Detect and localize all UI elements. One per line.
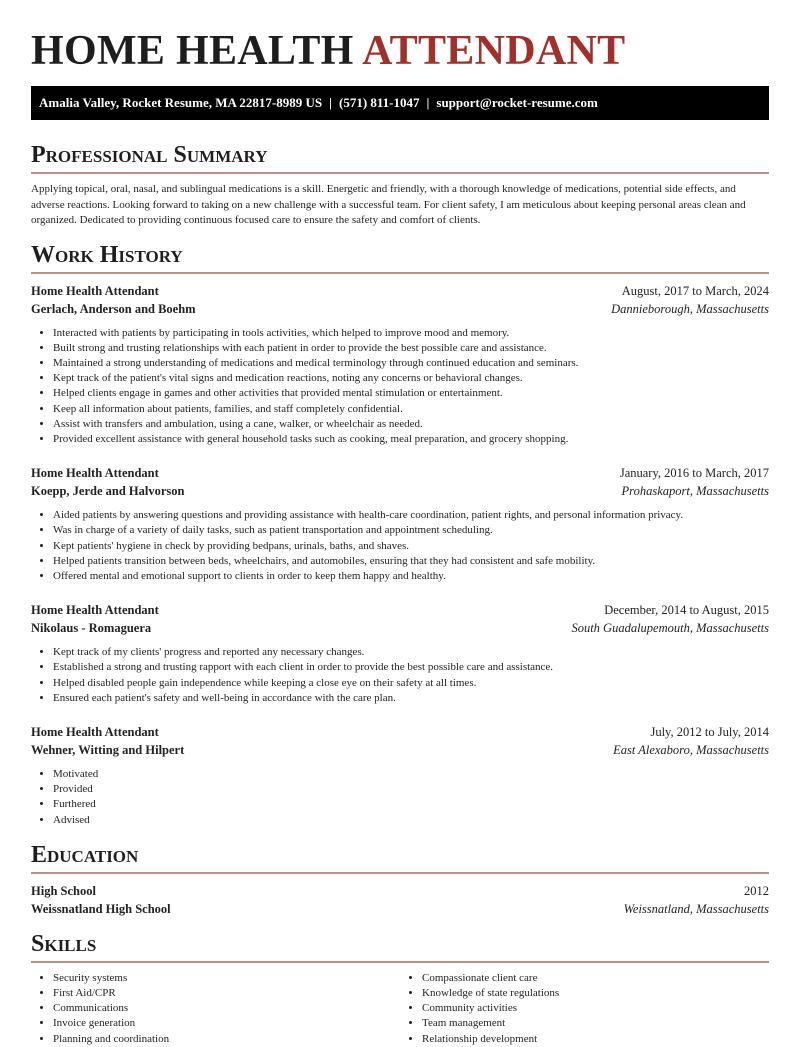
contact-bar <box>31 86 769 120</box>
job-bullet: • Motivated <box>53 767 769 782</box>
job-company: Koepp, Jerde and Halvorson <box>31 484 185 499</box>
job-bullets <box>31 326 769 448</box>
title-main: HOME HEALTH <box>31 28 354 74</box>
education-section <box>31 842 769 918</box>
job-bullet: • Provided <box>53 782 769 797</box>
job-company-row <box>31 741 769 759</box>
job-dates: December, 2014 to August, 2015 <box>604 603 769 618</box>
job-company-row <box>31 482 769 500</box>
job-title: Home Health Attendant <box>31 283 159 298</box>
job-bullet: • Established a strong and trusting rapport with each client in order to provide the best possible care and assistance. <box>53 660 769 675</box>
job-entry <box>31 723 769 828</box>
job-bullet: • Kept track of the patient's vital signs and medication reactions, noting any concerns or behavioral changes. <box>53 371 769 386</box>
skill-item: • Team management <box>422 1016 769 1031</box>
job-bullet: • Assist with transfers and ambulation, using a cane, walker, or wheelchair as needed. <box>53 417 769 432</box>
job-bullet: • Helped clients engage in games and other activities that provided mental stimulation or entertainment. <box>53 386 769 401</box>
contact-email[interactable]: support@rocket-resume.com <box>436 95 598 110</box>
work-heading: Work History <box>31 242 769 274</box>
job-bullet: • Provided excellent assistance with general household tasks such as cooking, meal preparation, and grocery shopping. <box>53 432 769 447</box>
job-company: Gerlach, Anderson and Boehm <box>31 301 196 316</box>
skills-left-list <box>31 971 400 1047</box>
job-header-row <box>31 601 769 619</box>
job-location: East Alexaboro, Massachusetts <box>613 742 769 757</box>
job-title: Home Health Attendant <box>31 724 159 739</box>
skills-columns <box>31 963 769 1047</box>
skills-section <box>31 931 769 1047</box>
job-bullet: • Advised <box>53 813 769 828</box>
job-bullet: • Helped patients transition between beds, wheelchairs, and automobiles, ensuring that they had consistent and safe mobility. <box>53 554 769 569</box>
job-entry <box>31 282 769 448</box>
job-bullet: • Maintained a strong understanding of medications and medical terminology through continued education and seminars. <box>53 356 769 371</box>
job-entry <box>31 601 769 706</box>
education-school: Weissnatland High School <box>31 901 171 916</box>
contact-separator: | <box>329 95 332 110</box>
job-entry <box>31 464 769 584</box>
job-header-row <box>31 282 769 300</box>
job-bullet: • Was in charge of a variety of daily tasks, such as patient transportation and appointment scheduling. <box>53 523 769 538</box>
job-header-row <box>31 723 769 741</box>
job-bullet: • Kept track of my clients' progress and reported any necessary changes. <box>53 645 769 660</box>
skill-item: • Planning and coordination <box>53 1032 400 1047</box>
job-bullets <box>31 767 769 828</box>
job-bullet: • Helped disabled people gain independence while keeping a close eye on their safety at all times. <box>53 676 769 691</box>
summary-section <box>31 142 769 229</box>
job-bullet: • Furthered <box>53 797 769 812</box>
education-degree-row <box>31 882 769 900</box>
job-location: Prohaskaport, Massachusetts <box>621 484 769 499</box>
education-location: Weissnatland, Massachusetts <box>623 901 769 916</box>
work-section <box>31 242 769 828</box>
skill-item: • Community activities <box>422 1001 769 1016</box>
job-location: Dannieborough, Massachusetts <box>611 301 769 316</box>
education-school-row <box>31 900 769 918</box>
job-title: Home Health Attendant <box>31 466 159 481</box>
skills-right-list <box>400 971 769 1047</box>
summary-text: Applying topical, oral, nasal, and sublingual medications is a skill. Energetic and friendly, with a thorough knowledge of medications, potential side effects, and adverse reactions. Looking forward to taking on a new challenge with a successful team. For client safety, I am meticulous about keeping personal areas clean and organized. Dedicated to providing continuous focused care to ensure the safety and comfort of clients. <box>31 183 746 226</box>
job-location: South Guadalupemouth, Massachusetts <box>571 621 769 636</box>
job-bullets <box>31 645 769 706</box>
skill-item: • Relationship development <box>422 1032 769 1047</box>
job-bullets <box>31 508 769 584</box>
skill-item: • Knowledge of state regulations <box>422 986 769 1001</box>
skill-item: • Invoice generation <box>53 1016 400 1031</box>
contact-address: Amalia Valley, Rocket Resume, MA 22817-8989 US <box>39 95 323 110</box>
job-bullet: • Aided patients by answering questions and providing assistance with health-care coordination, patient rights, and personal information privacy. <box>53 508 769 523</box>
job-company: Nikolaus - Romaguera <box>31 621 152 636</box>
resume-title <box>31 0 769 86</box>
skills-heading: Skills <box>31 931 769 963</box>
education-heading: Education <box>31 842 769 874</box>
job-bullet: • Offered mental and emotional support to clients in order to keep them happy and healthy. <box>53 569 769 584</box>
job-bullet: • Interacted with patients by participating in tools activities, which helped to improve mood and memory. <box>53 326 769 341</box>
title-accent: ATTENDANT <box>362 28 626 74</box>
job-bullet: • Keep all information about patients, families, and staff completely confidential. <box>53 402 769 417</box>
job-dates: July, 2012 to July, 2014 <box>650 724 769 739</box>
job-bullet: • Built strong and trusting relationships with each patient in order to provide the best possible care and assistance. <box>53 341 769 356</box>
skill-item: • Compassionate client care <box>422 971 769 986</box>
contact-phone[interactable]: (571) 811-1047 <box>338 95 420 110</box>
skill-item: • Security systems <box>53 971 400 986</box>
job-title: Home Health Attendant <box>31 603 159 618</box>
job-company-row <box>31 619 769 637</box>
resume-page <box>31 0 769 1047</box>
skill-item: • Communications <box>53 1001 400 1016</box>
job-company-row <box>31 300 769 318</box>
job-dates: August, 2017 to March, 2024 <box>621 283 769 298</box>
education-degree: High School <box>31 883 96 898</box>
contact-separator: | <box>426 95 430 110</box>
job-bullet: • Kept patients' hygiene in check by providing bedpans, urinals, baths, and shaves. <box>53 539 769 554</box>
job-bullet: • Ensured each patient's safety and well-being in accordance with the care plan. <box>53 691 769 706</box>
education-year: 2012 <box>744 883 769 898</box>
skill-item: • First Aid/CPR <box>53 986 400 1001</box>
job-header-row <box>31 464 769 482</box>
summary-heading: Professional Summary <box>31 142 769 174</box>
job-company: Wehner, Witting and Hilpert <box>31 742 185 757</box>
job-dates: January, 2016 to March, 2017 <box>619 466 769 481</box>
